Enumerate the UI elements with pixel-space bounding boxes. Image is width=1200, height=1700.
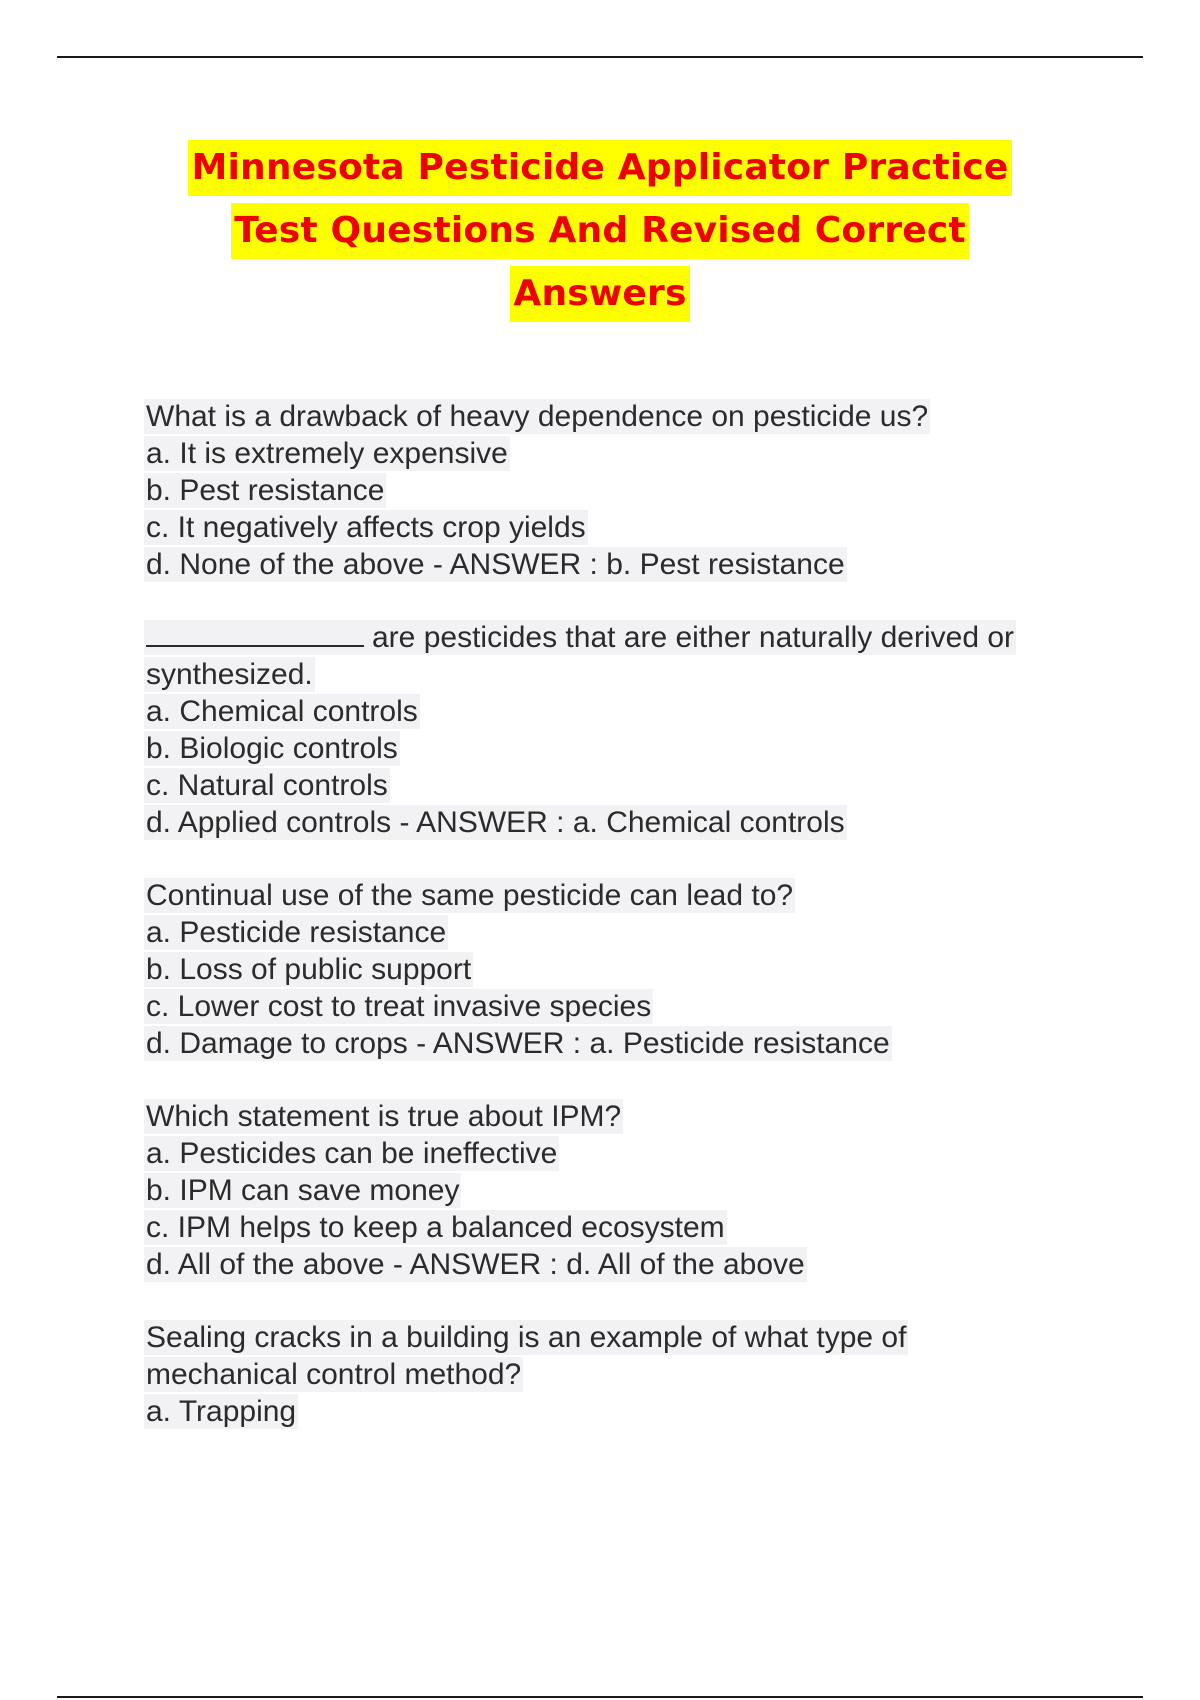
question-2-text xyxy=(144,619,1084,656)
question-4 xyxy=(144,1098,1084,1283)
question-1-option-d-answer-text: d. None of the above - ANSWER : b. Pest resistance xyxy=(146,548,845,581)
question-5 xyxy=(144,1319,1084,1430)
question-1-option-c-text: c. It negatively affects crop yields xyxy=(146,511,586,544)
question-3-option-c-text: c. Lower cost to treat invasive species xyxy=(146,990,652,1023)
question-2-text-cont xyxy=(144,656,1084,693)
title-line-2-text: Test Questions And Revised Correct xyxy=(231,203,969,259)
question-1-option-b-text: b. Pest resistance xyxy=(146,474,385,507)
question-2-option-a-text: a. Chemical controls xyxy=(146,695,418,728)
question-1-option-d-answer xyxy=(144,546,1084,583)
question-2-option-d-answer xyxy=(144,804,1084,841)
question-3-option-c xyxy=(144,988,1084,1025)
title-line-3-text: Answers xyxy=(510,266,689,322)
question-3-text xyxy=(144,877,1084,914)
question-2-option-d-answer-text: d. Applied controls - ANSWER : a. Chemical controls xyxy=(146,806,845,839)
question-4-option-b xyxy=(144,1172,1084,1209)
question-1-option-b xyxy=(144,472,1084,509)
question-4-option-d-answer xyxy=(144,1246,1084,1283)
question-3-option-d-answer xyxy=(144,1025,1084,1062)
question-3-option-b xyxy=(144,951,1084,988)
question-1-option-c xyxy=(144,509,1084,546)
question-4-option-b-text: b. IPM can save money xyxy=(146,1174,460,1207)
question-2-option-b xyxy=(144,730,1084,767)
question-5-text xyxy=(144,1319,1084,1356)
question-1-option-a-text: a. It is extremely expensive xyxy=(146,437,508,470)
question-5-option-a-text: a. Trapping xyxy=(146,1395,297,1428)
question-1-text xyxy=(144,398,1084,435)
title-line-1 xyxy=(0,140,1200,203)
question-1-option-a xyxy=(144,435,1084,472)
question-2-option-b-text: b. Biologic controls xyxy=(146,732,398,765)
fill-in-blank xyxy=(146,619,364,647)
question-5-option-a xyxy=(144,1393,1084,1430)
question-2-text-span xyxy=(144,620,1016,655)
question-4-text-span: Which statement is true about IPM? xyxy=(146,1100,622,1133)
question-2 xyxy=(144,619,1084,841)
question-3-option-d-answer-text: d. Damage to crops - ANSWER : a. Pesticide resistance xyxy=(146,1027,890,1060)
question-4-option-c xyxy=(144,1209,1084,1246)
title-line-1-text: Minnesota Pesticide Applicator Practice xyxy=(188,140,1011,196)
bottom-rule xyxy=(57,1696,1143,1698)
question-list xyxy=(144,398,1084,1466)
title-line-2 xyxy=(0,203,1200,266)
question-2-option-c-text: c. Natural controls xyxy=(146,769,388,802)
document-title xyxy=(0,140,1200,329)
question-4-option-c-text: c. IPM helps to keep a balanced ecosystem xyxy=(146,1211,725,1244)
question-2-text-rest: are pesticides that are either naturally derived or xyxy=(372,621,1015,654)
question-3-text-span: Continual use of the same pesticide can lead to? xyxy=(146,879,794,912)
question-4-option-a xyxy=(144,1135,1084,1172)
question-5-text-cont-span: mechanical control method? xyxy=(146,1358,522,1391)
top-rule xyxy=(57,56,1143,58)
question-4-option-a-text: a. Pesticides can be ineffective xyxy=(146,1137,558,1170)
question-2-option-a xyxy=(144,693,1084,730)
question-4-text xyxy=(144,1098,1084,1135)
title-line-3 xyxy=(0,266,1200,329)
question-1-text-span: What is a drawback of heavy dependence on pesticide us? xyxy=(146,400,929,433)
question-3-option-a-text: a. Pesticide resistance xyxy=(146,916,447,949)
question-3-option-b-text: b. Loss of public support xyxy=(146,953,472,986)
question-2-option-c xyxy=(144,767,1084,804)
question-5-text-cont xyxy=(144,1356,1084,1393)
question-5-text-span: Sealing cracks in a building is an example of what type of xyxy=(146,1321,907,1354)
question-1 xyxy=(144,398,1084,583)
question-3-option-a xyxy=(144,914,1084,951)
question-3 xyxy=(144,877,1084,1062)
question-2-text-cont-span: synthesized. xyxy=(146,658,313,691)
question-4-option-d-answer-text: d. All of the above - ANSWER : d. All of the above xyxy=(146,1248,805,1281)
